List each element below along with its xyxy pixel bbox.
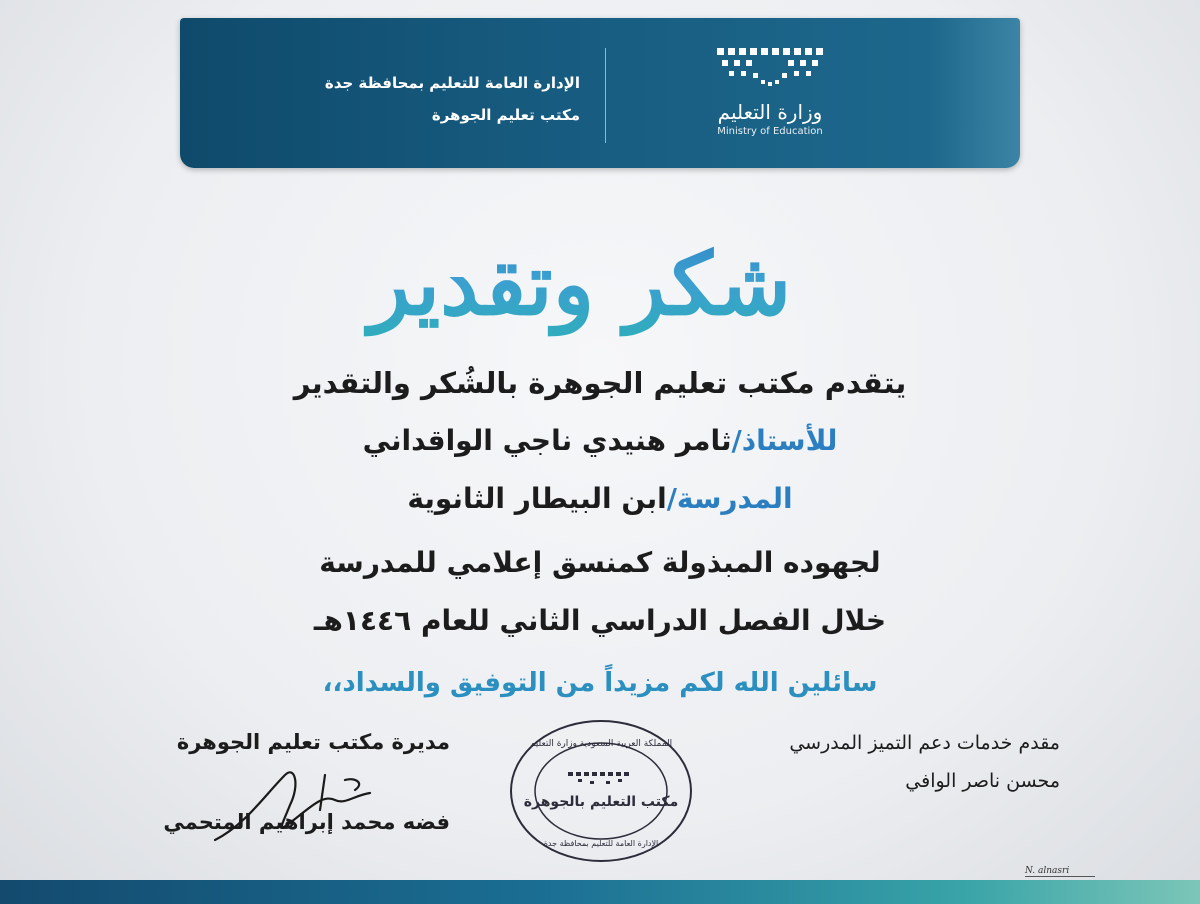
recipient-line [0, 424, 1200, 457]
left-signatory-name: فضه محمد إبراهيم المتحمي [163, 810, 450, 834]
right-signatory-title: مقدم خدمات دعم التميز المدرسي [789, 732, 1060, 754]
right-signatory-name: محسن ناصر الوافي [905, 770, 1060, 792]
bottom-band [0, 880, 1200, 904]
intro-line: يتقدم مكتب تعليم الجوهرة بالشُكر والتقدير [293, 366, 907, 400]
right-signatory [770, 732, 1060, 792]
school-label: المدرسة/ [666, 482, 793, 515]
ministry-name-ar: وزارة التعليم [717, 100, 823, 124]
term-line: خلال الفصل الدراسي الثاني للعام ١٤٤٦هـ [313, 604, 887, 637]
dept-line1: الإدارة العامة للتعليم بمحافظة جدة [324, 74, 580, 92]
recipient-name: ثامر هنيدي ناجي الواقداني [362, 424, 732, 457]
header-divider [605, 48, 606, 143]
ministry-name-en: Ministry of Education [717, 126, 823, 137]
left-signatory-title: مديرة مكتب تعليم الجوهرة [176, 730, 450, 754]
dept-line2: مكتب تعليم الجوهرة [431, 106, 580, 124]
ministry-logo [710, 46, 830, 156]
handwritten-signature [205, 755, 405, 855]
ministry-logo-icon [715, 46, 825, 94]
stamp-top-text: المملكة العربية السعودية وزارة التعليم [529, 739, 673, 749]
effort-line: لجهوده المبذولة كمنسق إعلامي للمدرسة [319, 546, 881, 579]
designer-tag: N. alnasri [1025, 866, 1095, 877]
header-fade [930, 18, 1020, 168]
certificate-title: شكر وتقدير [300, 215, 860, 355]
header-band [180, 18, 1020, 168]
recipient-label: للأستاذ/ [731, 424, 838, 457]
school-name: ابن البيطار الثانوية [407, 482, 667, 515]
stamp-bottom-text: الإدارة العامة للتعليم بمحافظة جدة [543, 839, 659, 848]
official-stamp [506, 716, 696, 866]
department-block [325, 74, 580, 124]
school-line [0, 482, 1200, 515]
stamp-center-text: مكتب التعليم بالجوهرة [523, 794, 679, 810]
wish-line: سائلين الله لكم مزيداً من التوفيق والسداد،، [322, 668, 878, 698]
